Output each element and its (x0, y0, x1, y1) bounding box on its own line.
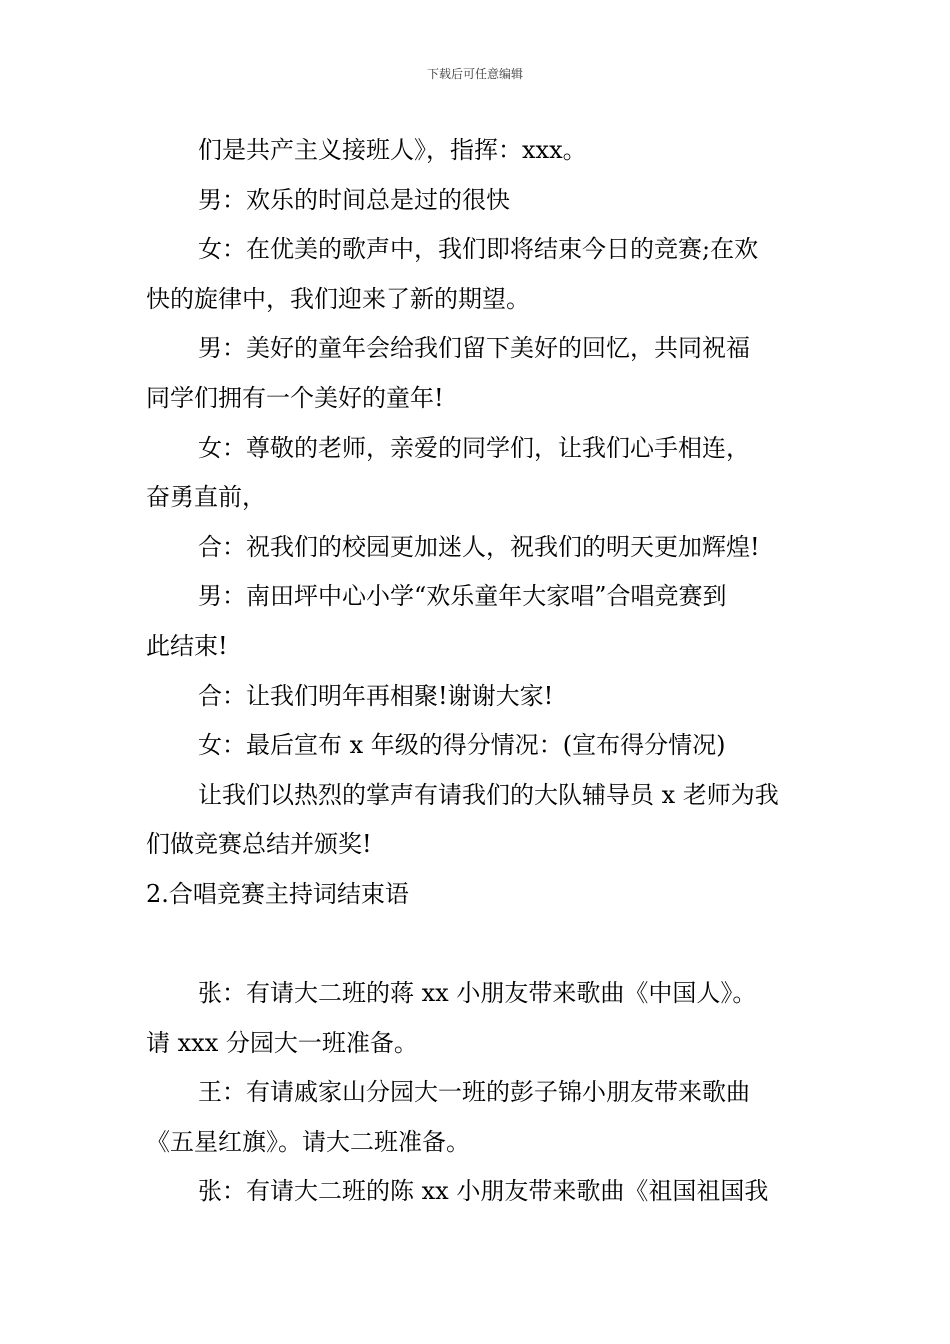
text-line: 们做竞赛总结并颁奖! (146, 830, 372, 859)
text-line: 男：欢乐的时间总是过的很快 (198, 185, 510, 214)
document-body (146, 126, 816, 1217)
page-header: 下载后可任意编辑 (426, 67, 523, 81)
text-line: 同学们拥有一个美好的童年! (146, 383, 444, 412)
text-line: 《五星红旗》。请大二班准备。 (146, 1127, 470, 1156)
text-line: 请 xxx 分园大一班准备。 (146, 1028, 418, 1057)
text-line: 奋勇直前， (146, 483, 266, 512)
text-line: 女：尊敬的老师，亲爱的同学们，让我们心手相连， (198, 433, 750, 462)
text-line: 此结束! (146, 631, 228, 660)
text-line: 张：有请大二班的蒋 xx 小朋友带来歌曲《中国人》。 (198, 979, 757, 1008)
text-line: 王：有请戚家山分园大一班的彭子锦小朋友带来歌曲 (198, 1078, 750, 1107)
text-line: 张：有请大二班的陈 xx 小朋友带来歌曲《祖国祖国我 (198, 1177, 769, 1206)
text-line: 合：让我们明年再相聚!谢谢大家! (198, 681, 554, 710)
text-line: 女：最后宣布 x 年级的得分情况：(宣布得分情况) (198, 731, 726, 760)
text-line: 女：在优美的歌声中，我们即将结束今日的竞赛;在欢 (198, 235, 759, 264)
section-heading: 2.合唱竞赛主持词结束语 (146, 879, 409, 908)
text-line: 合：祝我们的校园更加迷人，祝我们的明天更加辉煌! (198, 532, 760, 561)
text-line: 让我们以热烈的掌声有请我们的大队辅导员 x 老师为我 (198, 780, 779, 809)
text-line: 们是共产主义接班人》，指挥：xxx。 (198, 136, 587, 164)
blank-line (146, 920, 816, 970)
text-line: 男：美好的童年会给我们留下美好的回忆，共同祝福 (198, 334, 750, 363)
text-line: 快的旋律中，我们迎来了新的期望。 (146, 284, 530, 313)
text-line: 男：南田坪中心小学“欢乐童年大家唱”合唱竞赛到 (198, 582, 727, 611)
